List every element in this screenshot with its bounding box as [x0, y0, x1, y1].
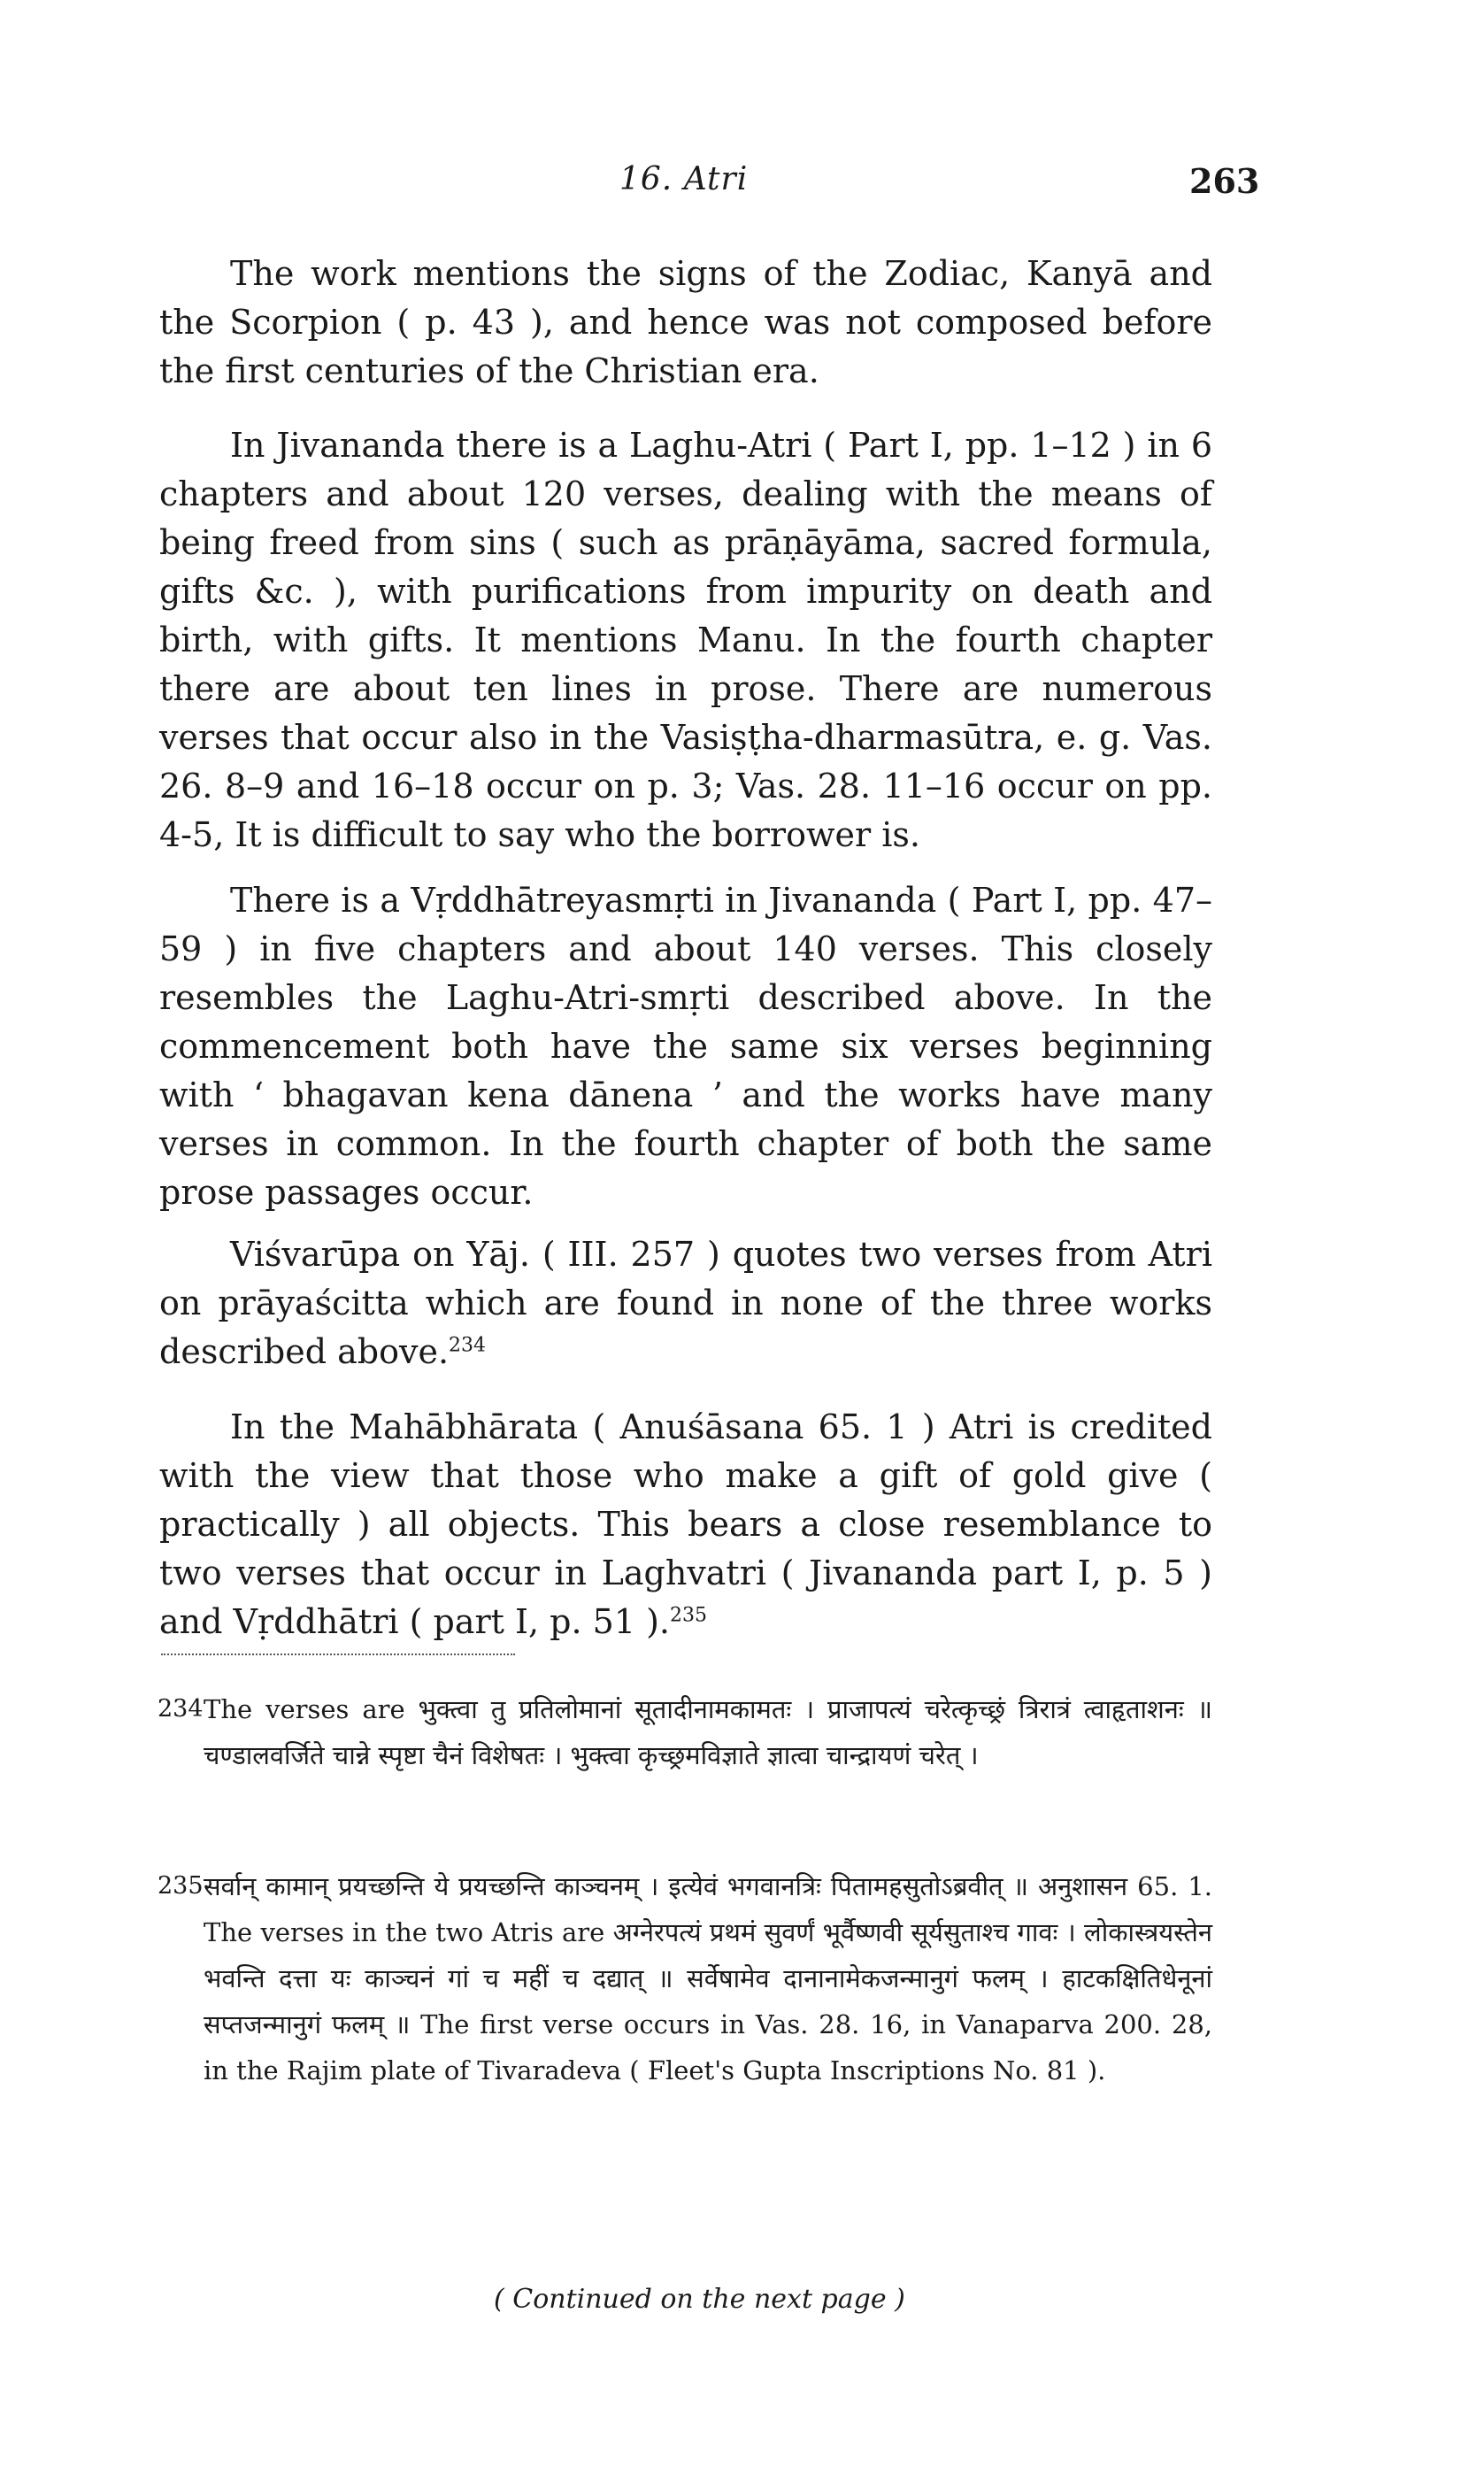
- paragraph-laghu-atri: In Jivananda there is a Laghu-Atri ( Part I, pp. 1–12 ) in 6 chapters and about 120 verses, dealing with the means of being freed from sins ( such as prāṇāyāma, sacred formula, gifts &c. ), with purifications from impurity on death and birth, with gifts. It mentions Manu. In the fourth chapter there are about ten lines in prose. There are numerous verses that occur also in the Vasiṣṭha-dharmasūtra, e. g. Vas. 26. 8–9 and 16–18 occur on p. 3; Vas. 28. 11–16 occur on pp. 4-5, It is difficult to say who the borrower is.: [159, 426, 1212, 854]
- continued-note: ( Continued on the next page ): [494, 2284, 905, 2315]
- footnote-divider: [161, 1654, 515, 1655]
- running-header-title: 16. Atri: [619, 161, 749, 197]
- footnote-234: [158, 1686, 1212, 1778]
- footnote-number: 234: [158, 1695, 204, 1723]
- footnote-number: 235: [158, 1872, 204, 1900]
- paragraph-zodiac: The work mentions the signs of the Zodiac, Kanyā and the Scorpion ( p. 43 ), and hence was not composed before the first centuries of the Christian era.: [159, 254, 1212, 390]
- paragraph-visvarupa: Viśvarūpa on Yāj. ( III. 257 ) quotes two verses from Atri on prāyaścitta which are found in none of the three works described above.$^{234}$: [159, 1235, 1212, 1371]
- footnote-text: The verses are भुक्त्वा तु प्रतिलोमानां सूतादीनामकामतः । प्राजापत्यं चरेत्कृच्छ्रं त्रिरात्रं त्वाहृताशनः ॥ चण्डालवर्जिते चान्ने स्पृष्टा चैनं विशेषतः । भुक्त्वा कृच्छ्रमविज्ञाते ज्ञात्वा चान्द्रायणं चरेत् ।: [204, 1694, 1212, 1770]
- page-number: 263: [1189, 161, 1260, 201]
- paragraph-mahabharata: In the Mahābhārata ( Anuśāsana 65. 1 ) Atri is credited with the view that those who make a gift of gold give ( practically ) all objects. This bears a close resemblance to two verses that occur in Laghvatri ( Jivananda part I, p. 5 ) and Vṛddhātri ( part I, p. 51 ).$^{235}$: [159, 1407, 1212, 1641]
- paragraph-vrddhatreya: There is a Vṛddhātreyasmṛti in Jivananda ( Part I, pp. 47–59 ) in five chapters and about 140 verses. This closely resembles the Laghu-Atri-smṛti described above. In the commencement both have the same six verses beginning with ‘ bhagavan kena dānena ’ and the works have many verses in common. In the fourth chapter of both the same prose passages occur.: [159, 881, 1212, 1212]
- footnote-ref-235[interactable]: 235: [669, 1604, 707, 1627]
- footnote-text: सर्वान् कामान् प्रयच्छन्ति ये प्रयच्छन्ति काञ्चनम् । इत्येवं भगवानत्रिः पितामहसुतोऽब्रवीत् ॥ अनुशासन 65. 1. The verses in the two Atris are अग्नेरपत्यं प्रथमं सुवर्णं भूर्वैष्णवी सूर्यसुताश्च गावः । लोकास्त्रयस्तेन भवन्ति दत्ता यः काञ्चनं गां च महीं च दद्यात् ॥ सर्वेषामेव दानानामेकजन्मानुगं फलम् । हाटकक्षितिधेनूनां सप्तजन्मानुगं फलम् ॥ The first verse occurs in Vas. 28. 16, in Vanaparva 200. 28, in the Rajim plate of Tivaradeva ( Fleet's Gupta Inscriptions No. 81 ).: [204, 1871, 1212, 2085]
- footnote-235: [158, 1863, 1212, 2093]
- footnote-ref-234[interactable]: 234: [449, 1334, 487, 1357]
